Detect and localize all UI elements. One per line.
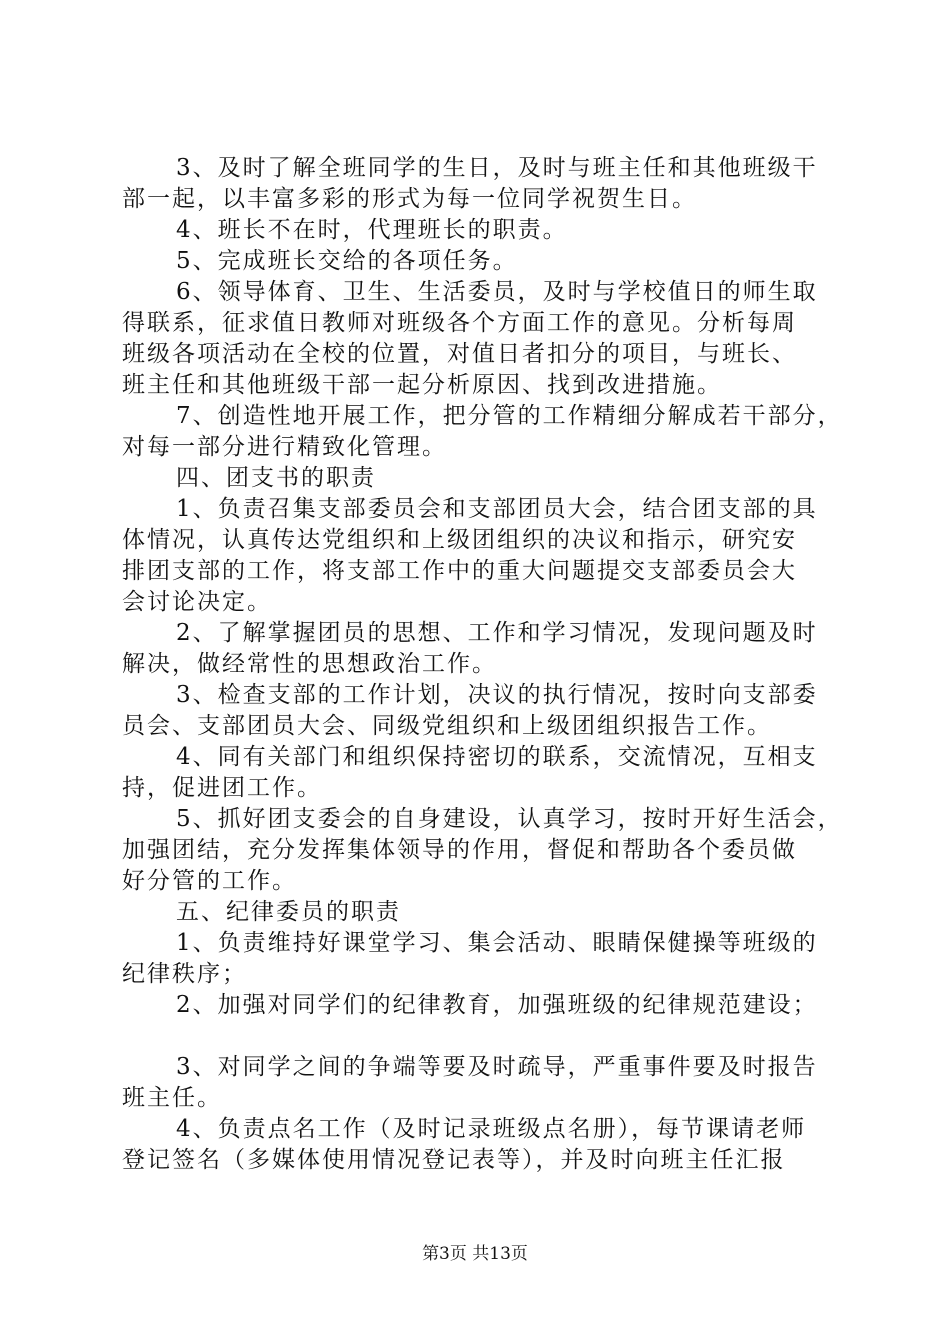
paragraph-line: 排团支部的工作，将支部工作中的重大问题提交支部委员会大: [122, 558, 797, 584]
paragraph-line: 得联系，征求值日教师对班级各个方面工作的意见。分析每周: [122, 310, 797, 336]
paragraph-line: 体情况，认真传达党组织和上级团组织的决议和指示，研究安: [122, 527, 797, 553]
section-heading: 五、纪律委员的职责: [176, 899, 401, 925]
paragraph-line: 1、负责召集支部委员会和支部团员大会，结合团支部的具: [176, 496, 818, 522]
paragraph-line: 4、负责点名工作（及时记录班级点名册），每节课请老师: [176, 1116, 807, 1142]
section-heading: 四、团支书的职责: [176, 465, 376, 491]
paragraph-line: 好分管的工作。: [122, 868, 297, 894]
paragraph-line: 5、完成班长交给的各项任务。: [176, 248, 518, 274]
paragraph-line: 员会、支部团员大会、同级党组织和上级团组织报告工作。: [122, 713, 772, 739]
paragraph-line: 班主任。: [122, 1085, 222, 1111]
paragraph-line: 5、抓好团支委会的自身建设，认真学习，按时开好生活会，: [176, 806, 843, 832]
paragraph-line: 持，促进团工作。: [122, 775, 322, 801]
paragraph-line: 解决，做经常性的思想政治工作。: [122, 651, 497, 677]
paragraph-line: 2、了解掌握团员的思想、工作和学习情况，发现问题及时: [176, 620, 818, 646]
paragraph-line: 部一起，以丰富多彩的形式为每一位同学祝贺生日。: [122, 186, 697, 212]
paragraph-line: 登记签名（多媒体使用情况登记表等），并及时向班主任汇报: [122, 1147, 786, 1173]
paragraph-line: 3、检查支部的工作计划，决议的执行情况，按时向支部委: [176, 682, 818, 708]
paragraph-line: 6、领导体育、卫生、生活委员，及时与学校值日的师生取: [176, 279, 818, 305]
paragraph-line: 2、加强对同学们的纪律教育，加强班级的纪律规范建设；: [176, 992, 818, 1018]
paragraph-line: 4、同有关部门和组织保持密切的联系，交流情况，互相支: [176, 744, 818, 770]
paragraph-line: 1、负责维持好课堂学习、集会活动、眼睛保健操等班级的: [176, 930, 818, 956]
paragraph-line: 纪律秩序；: [122, 961, 247, 987]
paragraph-line: 加强团结，充分发挥集体领导的作用，督促和帮助各个委员做: [122, 837, 797, 863]
blank-line: [122, 1021, 834, 1052]
paragraph-line: 3、及时了解全班同学的生日，及时与班主任和其他班级干: [176, 155, 818, 181]
paragraph-line: 班级各项活动在全校的位置，对值日者扣分的项目，与班长、: [122, 341, 797, 367]
paragraph-line: 会讨论决定。: [122, 589, 272, 615]
paragraph-line: 班主任和其他班级干部一起分析原因、找到改进措施。: [122, 372, 722, 398]
paragraph-line: 4、班长不在时，代理班长的职责。: [176, 217, 568, 243]
paragraph-line: 对每一部分进行精致化管理。: [122, 434, 447, 460]
paragraph-line: 7、创造性地开展工作，把分管的工作精细分解成若干部分，: [176, 403, 843, 429]
document-body: [122, 153, 843, 1176]
page-number: 第3页 共13页: [422, 1244, 528, 1264]
paragraph-line: 3、对同学之间的争端等要及时疏导，严重事件要及时报告: [176, 1054, 818, 1080]
